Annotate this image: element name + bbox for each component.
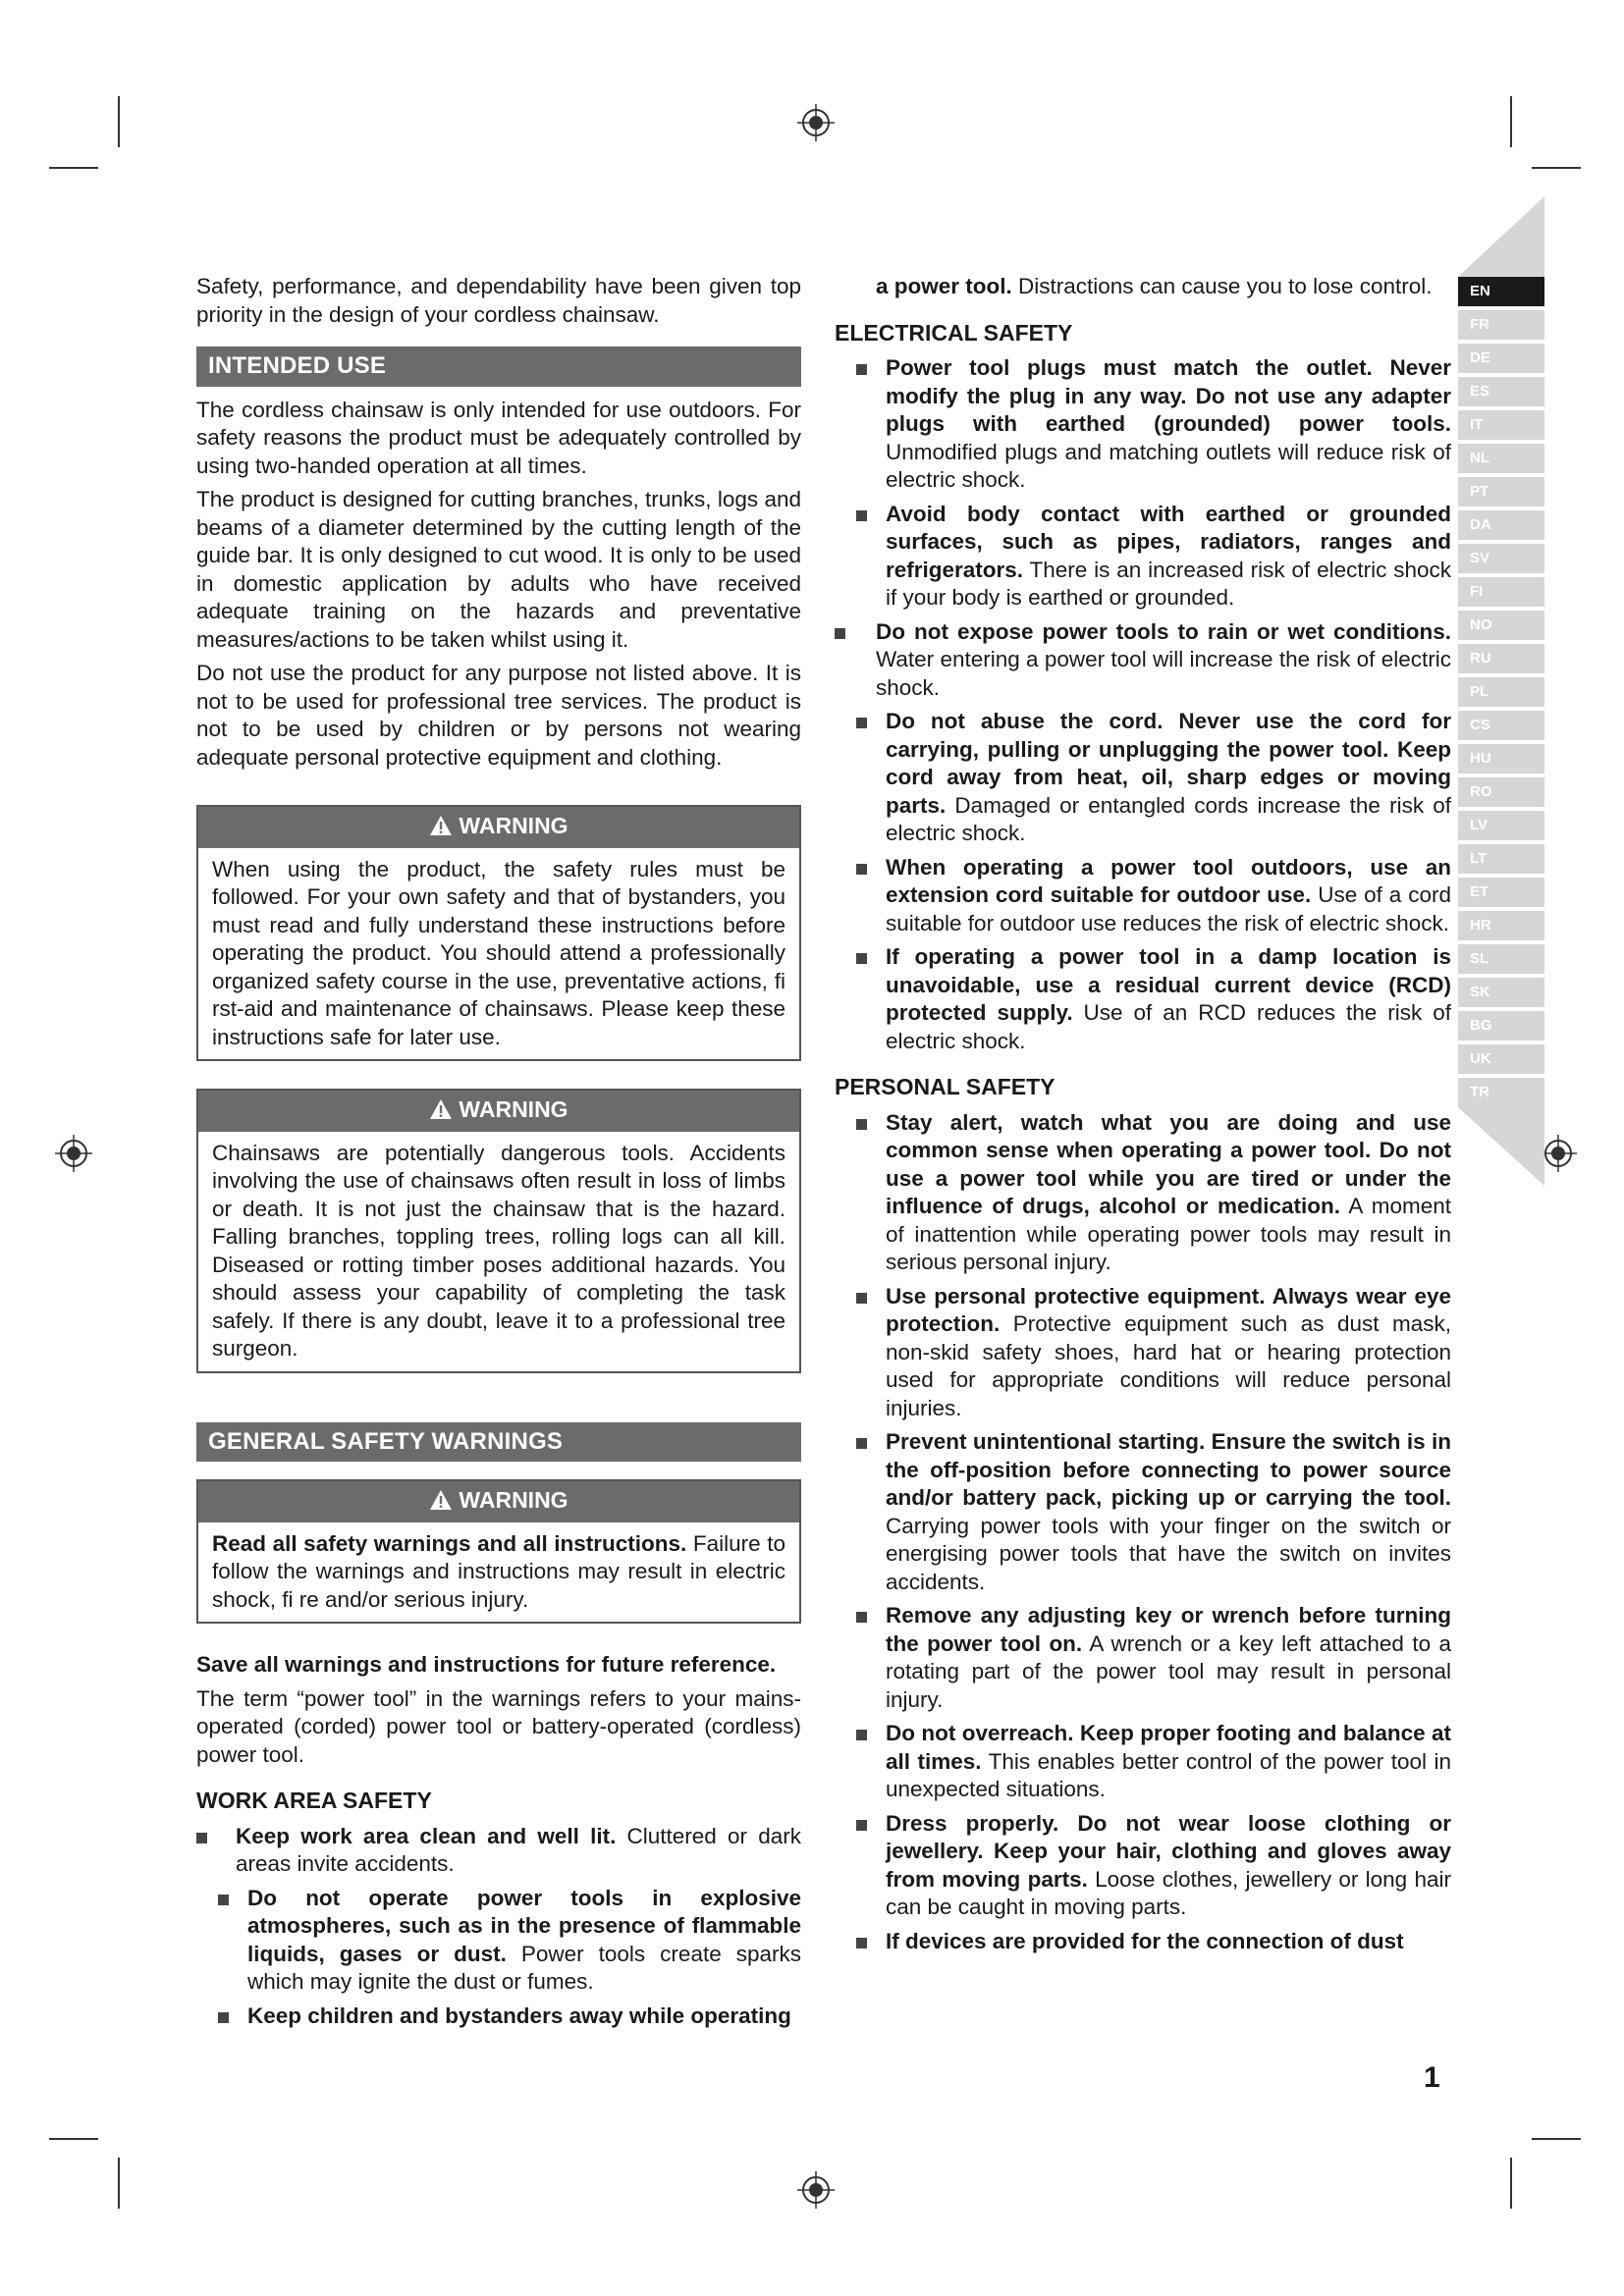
list-item: Remove any adjusting key or wrench before turning the power tool on. A wrench or a key left attached to a rotating part of the power tool may result in personal injury.	[835, 1602, 1451, 1714]
crop-mark	[1532, 2138, 1581, 2140]
language-tab-hr[interactable]: HR	[1458, 911, 1544, 940]
warning-triangle-icon	[429, 1098, 453, 1127]
language-tab-cs[interactable]: CS	[1458, 711, 1544, 740]
crop-mark	[118, 2158, 120, 2209]
language-tab-uk[interactable]: UK	[1458, 1044, 1544, 1074]
language-tab-lt[interactable]: LT	[1458, 844, 1544, 874]
left-column	[196, 273, 801, 2036]
language-tab-nl[interactable]: NL	[1458, 444, 1544, 473]
list-item: Use personal protective equipment. Always wear eye protection. Protective equipment such as dust mask, non-skid safety shoes, hard hat or hearing protection used for appropriate conditions will reduce personal injuries.	[835, 1283, 1451, 1423]
list-item: Prevent unintentional starting. Ensure the switch is in the off-position before connecting to power source and/or battery pack, picking up or carrying the tool. Carrying power tools with your finger on the switch or energising power tools that have the switch on invites accidents.	[835, 1428, 1451, 1596]
list-item: Do not expose power tools to rain or wet conditions. Water entering a power tool will increase the risk of electric shock.	[835, 618, 1451, 703]
language-tab-hu[interactable]: HU	[1458, 744, 1544, 774]
work-area-heading: WORK AREA SAFETY	[196, 1788, 432, 1813]
warning-box	[196, 805, 801, 1061]
language-tab-fi[interactable]: FI	[1458, 577, 1544, 607]
registration-mark-icon	[55, 1135, 92, 1172]
electrical-safety-list	[835, 354, 1451, 1055]
language-tab-sk[interactable]: SK	[1458, 978, 1544, 1007]
language-tab-ru[interactable]: RU	[1458, 644, 1544, 673]
list-item: Avoid body contact with earthed or grounded surfaces, such as pipes, radiators, ranges and refrigerators. There is an increased risk of electric shock if your body is earthed or grounded.	[835, 501, 1451, 613]
language-tab-bg[interactable]: BG	[1458, 1011, 1544, 1041]
warning-label: WARNING	[459, 1487, 568, 1513]
list-item: Do not operate power tools in explosive atmospheres, such as in the presence of flammable liquids, gases or dust. Power tools create sparks which may ignite the dust or fumes.	[196, 1885, 801, 1997]
warning-header	[198, 1481, 799, 1522]
warning-triangle-icon	[429, 815, 453, 843]
personal-safety-list	[835, 1109, 1451, 1956]
language-tab-sl[interactable]: SL	[1458, 944, 1544, 974]
list-item: Keep work area clean and well lit. Cluttered or dark areas invite accidents.	[196, 1823, 801, 1879]
list-item: If operating a power tool in a damp location is unavoidable, use a residual current device (RCD) protected supply. Use of an RCD reduces the risk of electric shock.	[835, 943, 1451, 1055]
tab-strip-top-shape	[1458, 196, 1544, 277]
language-tab-pl[interactable]: PL	[1458, 677, 1544, 707]
warning-header	[198, 807, 799, 848]
language-tab-sv[interactable]: SV	[1458, 544, 1544, 573]
warning-label: WARNING	[459, 813, 568, 838]
warning-text	[198, 1522, 799, 1623]
list-item: Stay alert, watch what you are doing and use common sense when operating a power tool. Do not use a power tool while you are tired or under the influence of drugs, alcohol or medication. A moment of inattention while operating power tools may result in serious personal injury.	[835, 1109, 1451, 1277]
language-tab-da[interactable]: DA	[1458, 510, 1544, 540]
list-item: If devices are provided for the connection of dust	[835, 1928, 1451, 1956]
warning-bold: Read all safety warnings and all instructions.	[212, 1530, 687, 1556]
language-tab-no[interactable]: NO	[1458, 611, 1544, 640]
crop-mark	[1532, 167, 1581, 169]
power-tool-term: The term “power tool” in the warnings refers to your mains-operated (corded) power tool or battery-operated (cordless) power tool.	[196, 1685, 801, 1767]
warning-rest: Failure to follow the warnings and instructions may result in electric shock, fi re and/or serious injury.	[212, 1530, 785, 1612]
crop-mark	[1510, 96, 1512, 147]
warning-text: Chainsaws are potentially dangerous tools. Accidents involving the use of chainsaws often result in loss of limbs or death. It is not just the chainsaw that is the hazard. Falling branches, toppling trees, rolling logs can all kill. Diseased or rotting timber poses additional hazards. You should assess your capability of completing the task safely. If there is any doubt, leave it to a professional tree surgeon.	[212, 1140, 785, 1361]
registration-mark-icon	[1540, 1135, 1577, 1172]
list-item: Do not abuse the cord. Never use the cord for carrying, pulling or unplugging the power tool. Keep cord away from heat, oil, sharp edges or moving parts. Damaged or entangled cords increase the risk of electric shock.	[835, 708, 1451, 848]
language-tab-fr[interactable]: FR	[1458, 310, 1544, 340]
warning-triangle-icon	[429, 1489, 453, 1518]
crop-mark	[49, 2138, 98, 2140]
warning-text: When using the product, the safety rules must be followed. For your own safety and that of bystanders, you must read and fully understand these instructions before operating the product. You should attend a professionally organized safety course in the use, preventative actions, fi rst-aid and maintenance of chainsaws. Please keep these instructions safe for later use.	[212, 856, 785, 1049]
crop-mark	[49, 167, 98, 169]
work-area-list	[196, 1823, 801, 2031]
page-number: 1	[1424, 2061, 1440, 2094]
intended-use-heading: INTENDED USE	[196, 347, 801, 387]
language-tab-et[interactable]: ET	[1458, 878, 1544, 907]
list-item: Keep children and bystanders away while operating	[196, 2002, 801, 2031]
warning-label: WARNING	[459, 1096, 568, 1122]
list-item: When operating a power tool outdoors, use an extension cord suitable for outdoor use. Use of a cord suitable for outdoor use reduces the risk of electric shock.	[835, 854, 1451, 938]
list-item: Power tool plugs must match the outlet. Never modify the plug in any way. Do not use any adapter plugs with earthed (grounded) power tools. Unmodified plugs and matching outlets will reduce risk of electric shock.	[835, 354, 1451, 495]
intended-use-paragraph: Do not use the product for any purpose not listed above. It is not to be used for professional tree services. The product is not to be used by children or by persons not wearing adequate personal protective equipment and clothing.	[196, 661, 801, 770]
warning-header	[198, 1091, 799, 1132]
crop-mark	[118, 96, 120, 147]
warning-box	[196, 1089, 801, 1373]
list-item: Do not overreach. Keep proper footing and balance at all times. This enables better control of the power tool in unexpected situations.	[835, 1720, 1451, 1804]
save-instructions	[196, 1651, 801, 1680]
tab-strip-bottom-shape	[1458, 1107, 1544, 1186]
language-tab-it[interactable]: IT	[1458, 410, 1544, 440]
language-tab-strip	[1458, 277, 1544, 1111]
language-tab-lv[interactable]: LV	[1458, 811, 1544, 840]
language-tab-es[interactable]: ES	[1458, 377, 1544, 406]
language-tab-ro[interactable]: RO	[1458, 777, 1544, 807]
registration-mark-icon	[797, 2171, 835, 2209]
continued-paragraph: a power tool. Distractions can cause you to lose control.	[876, 274, 1433, 298]
personal-safety-heading: PERSONAL SAFETY	[835, 1074, 1056, 1099]
intended-use-paragraph: The cordless chainsaw is only intended for use outdoors. For safety reasons the product must be adequately controlled by using two-handed operation at all times.	[196, 397, 801, 478]
general-safety-heading: GENERAL SAFETY WARNINGS	[196, 1422, 801, 1463]
registration-mark-icon	[797, 104, 835, 141]
electrical-safety-heading: ELECTRICAL SAFETY	[835, 319, 1073, 346]
right-column	[835, 273, 1451, 1961]
save-bold: Save all warnings and instructions for future reference.	[196, 1652, 777, 1677]
crop-mark	[1510, 2158, 1512, 2209]
language-tab-de[interactable]: DE	[1458, 344, 1544, 373]
intended-use-paragraph: The product is designed for cutting branches, trunks, logs and beams of a diameter determined by the cutting length of the guide bar. It is only designed to cut wood. It is only to be used in domestic application by adults who have received adequate training on the hazards and preventative measures/actions to be taken whilst using it.	[196, 487, 801, 652]
language-tab-pt[interactable]: PT	[1458, 477, 1544, 507]
language-tab-en[interactable]: EN	[1458, 277, 1544, 306]
warning-box	[196, 1479, 801, 1624]
intro-paragraph: Safety, performance, and dependability have been given top priority in the design of your cordless chainsaw.	[196, 274, 801, 327]
list-item: Dress properly. Do not wear loose clothing or jewellery. Keep your hair, clothing and gloves away from moving parts. Loose clothes, jewellery or long hair can be caught in moving parts.	[835, 1810, 1451, 1922]
language-tab-tr[interactable]: TR	[1458, 1078, 1544, 1107]
